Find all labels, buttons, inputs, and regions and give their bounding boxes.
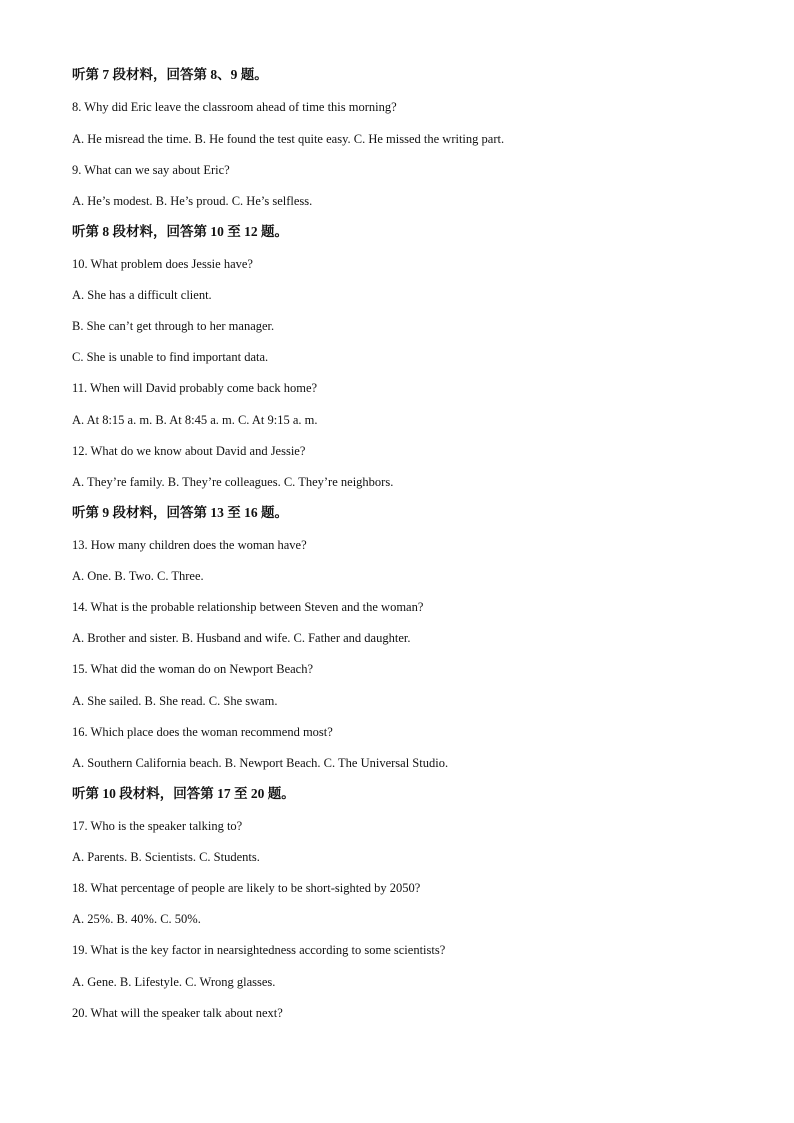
- options-8: A. He misread the time. B. He found the test quite easy. C. He missed the writing part.: [72, 132, 505, 146]
- question-11: 11. When will David probably come back home?: [72, 381, 318, 395]
- options-9: A. He’s modest. B. He’s proud. C. He’s selfless.: [72, 194, 313, 208]
- question-10: 10. What problem does Jessie have?: [72, 257, 253, 271]
- section-heading: 听第 10 段材料，回答第 17 至 20 题。: [72, 786, 295, 801]
- question-20: 20. What will the speaker talk about next?: [72, 1006, 283, 1020]
- question-14: 14. What is the probable relationship between Steven and the woman?: [72, 600, 424, 614]
- question-15: 15. What did the woman do on Newport Beach?: [72, 662, 314, 676]
- options-17: A. Parents. B. Scientists. C. Students.: [72, 850, 260, 864]
- options-13: A. One. B. Two. C. Three.: [72, 569, 204, 583]
- option-10a: A. She has a difficult client.: [72, 288, 212, 302]
- options-12: A. They’re family. B. They’re colleagues. C. They’re neighbors.: [72, 475, 394, 489]
- question-8: 8. Why did Eric leave the classroom ahead of time this morning?: [72, 100, 397, 114]
- question-9: 9. What can we say about Eric?: [72, 163, 230, 177]
- question-17: 17. Who is the speaker talking to?: [72, 819, 243, 833]
- options-16: A. Southern California beach. B. Newport Beach. C. The Universal Studio.: [72, 756, 449, 770]
- question-13: 13. How many children does the woman have?: [72, 538, 307, 552]
- question-19: 19. What is the key factor in nearsightedness according to some scientists?: [72, 943, 446, 957]
- option-10c: C. She is unable to find important data.: [72, 350, 269, 364]
- question-16: 16. Which place does the woman recommend most?: [72, 725, 333, 739]
- section-heading: 听第 8 段材料，回答第 10 至 12 题。: [72, 224, 288, 239]
- options-11: A. At 8:15 a. m. B. At 8:45 a. m. C. At 9:15 a. m.: [72, 413, 318, 427]
- options-14: A. Brother and sister. B. Husband and wife. C. Father and daughter.: [72, 631, 411, 645]
- question-12: 12. What do we know about David and Jessie?: [72, 444, 306, 458]
- section-heading: 听第 9 段材料，回答第 13 至 16 题。: [72, 505, 288, 520]
- options-18: A. 25%. B. 40%. C. 50%.: [72, 912, 201, 926]
- question-18: 18. What percentage of people are likely to be short-sighted by 2050?: [72, 881, 421, 895]
- options-19: A. Gene. B. Lifestyle. C. Wrong glasses.: [72, 975, 276, 989]
- option-10b: B. She can’t get through to her manager.: [72, 319, 275, 333]
- options-15: A. She sailed. B. She read. C. She swam.: [72, 694, 278, 708]
- section-heading: 听第 7 段材料，回答第 8、9 题。: [72, 67, 268, 82]
